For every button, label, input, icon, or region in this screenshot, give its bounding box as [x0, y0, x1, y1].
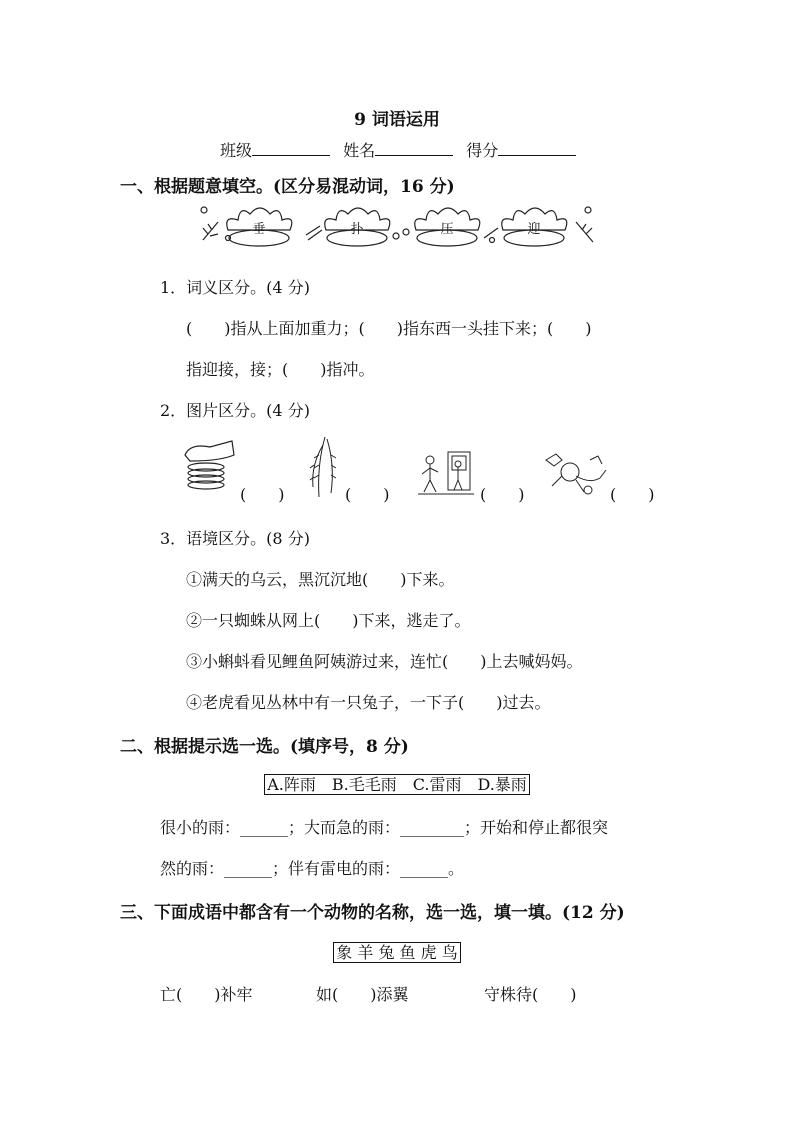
section2-line1: 很小的雨：______；大而急的雨：________；开始和停止都很突	[160, 818, 609, 837]
section3-options-row	[0, 940, 794, 963]
lotus-word-illustration	[198, 200, 598, 250]
class-label: 班级	[220, 141, 253, 160]
q1-line1: ( )指从上面加重力；( )指东西一头挂下来；( )	[186, 319, 592, 338]
idiom-1: 亡( )补牢	[160, 985, 253, 1004]
q3-item-3: ③小蝌蚪看见鲤鱼阿姨游过来，连忙( )上去喊妈妈。	[186, 652, 583, 671]
name-label: 姓名	[343, 141, 376, 160]
q3-item-1: ①满天的乌云，黑沉沉地( )下来。	[186, 570, 455, 589]
section1-heading: 一、根据题意填空。(区分易混动词，16 分)	[120, 177, 455, 197]
score-label: 得分	[466, 141, 499, 160]
q2-label: 2．图片区分。(4 分)	[160, 401, 310, 420]
score-blank[interactable]	[498, 141, 576, 156]
section2-line2: 然的雨：______；伴有雷电的雨：______。	[160, 859, 465, 878]
cat-pouncing-icon	[540, 450, 610, 498]
child-greeting-guest-icon	[414, 448, 478, 500]
hand-pressing-spring-icon	[180, 435, 240, 497]
leaf-icon-1	[306, 226, 322, 240]
class-blank[interactable]	[252, 141, 330, 156]
word-1: 垂	[252, 222, 266, 237]
leaf-sprig-icon-right	[576, 207, 593, 242]
q3-item-4: ④老虎看见丛林中有一只兔子，一下子( )过去。	[186, 693, 551, 712]
section3-options-box: 象 羊 兔 鱼 虎 鸟	[333, 942, 460, 963]
page-title: 9 词语运用	[354, 110, 440, 130]
willow-branch-icon	[305, 435, 347, 499]
q3-item-2: ②一只蜘蛛从网上( )下来，逃走了。	[186, 611, 471, 630]
section2-options-box: A.阵雨 B.毛毛雨 C.雷雨 D.暴雨	[264, 774, 530, 795]
leaf-sprig-icon	[201, 207, 231, 241]
word-2: 扑	[350, 222, 364, 237]
name-blank[interactable]	[375, 141, 453, 156]
leaf-icon-2	[484, 228, 498, 243]
q3-label: 3．语境区分。(8 分)	[160, 529, 310, 548]
section3-heading: 三、下面成语中都含有一个动物的名称，选一选，填一填。(12 分)	[120, 903, 625, 923]
pic-blank-2[interactable]: ( )	[345, 485, 390, 504]
bubble-icons	[393, 229, 409, 239]
section2-options-row	[0, 772, 794, 795]
word-4: 迎	[527, 222, 541, 237]
idiom-3: 守株待( )	[484, 985, 577, 1004]
pic-blank-1[interactable]: ( )	[240, 485, 285, 504]
pic-blank-4[interactable]: ( )	[610, 485, 655, 504]
word-3: 压	[440, 222, 454, 237]
student-info	[220, 138, 584, 161]
idiom-2: 如( )添翼	[316, 985, 409, 1004]
q1-line2: 指迎接，接；( )指冲。	[186, 360, 375, 379]
section2-heading: 二、根据提示选一选。(填序号，8 分)	[120, 737, 409, 757]
q1-label: 1．词义区分。(4 分)	[160, 278, 310, 297]
pic-blank-3[interactable]: ( )	[480, 485, 525, 504]
